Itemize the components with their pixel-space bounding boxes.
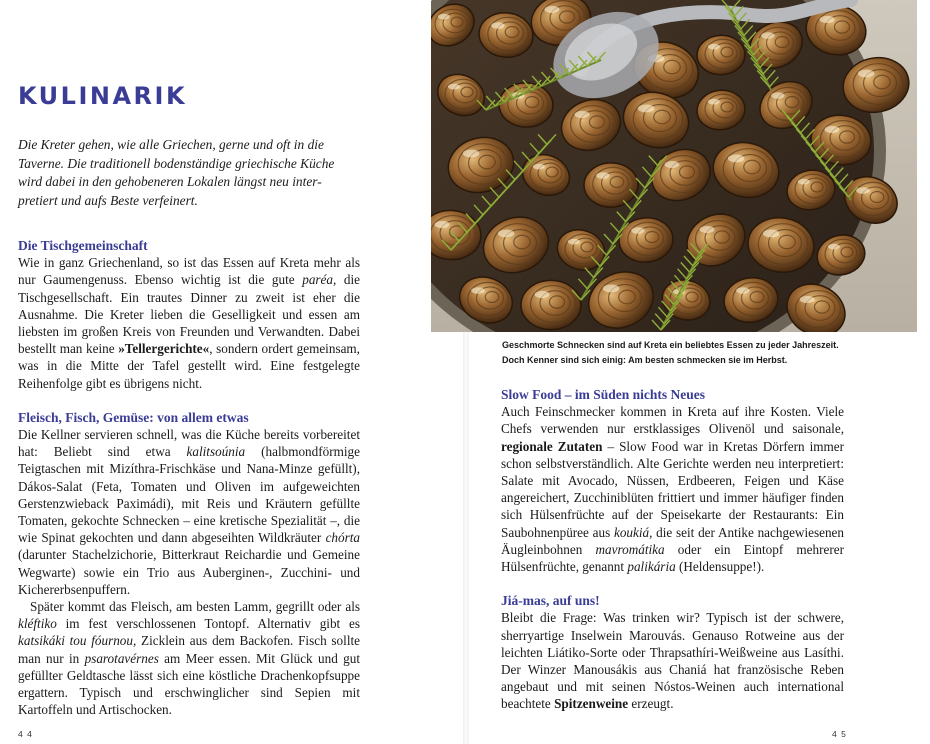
text: Wie in ganz Griechenland, so ist das Essen auf Kreta mehr als nur Gaumengenuss. Ebenso wichtig ist die gute: [18, 255, 360, 288]
snails-in-pan-photo: [431, 0, 917, 332]
italic-term: kalitsoúnia: [186, 444, 246, 460]
right-body-column: [501, 386, 844, 713]
text: (halbmondförmige Teigtaschen mit Mizíthra-Frischkäse und Nana-Minze gefüllt), Dákos-Salat (Feta, Tomaten und Oliven im aufgeweichten Gerstenzwieback Paximádi), mit Reis und Kräutern gefüllte Tomaten, gekochte Schnecken – eine kretische Spezialität –, die wie Spinat gekochten und dann abgeseihten Wildkräuter: [18, 444, 360, 546]
paragraph: [18, 598, 360, 718]
section-heading-fleisch-fisch: Fleisch, Fisch, Gemüse: von allem etwas: [18, 409, 249, 425]
snails-photo-svg: [431, 0, 917, 332]
bold-term: Spitzenweine: [554, 696, 629, 712]
text: am Meer essen. Mit Glück und gut gefüllter Geldtasche lässt sich eine köstliche Drachenkopfsuppe ergattern. Typisch und erschwinglicher sind Sepien mit Kartoffeln und Artischocken.: [18, 650, 360, 718]
intro-line: Taverne. Die traditionell bodenständige griechische Küche: [18, 155, 335, 171]
italic-term: chórta: [325, 530, 360, 546]
intro-line: pretiert und aufs Beste verfeinert.: [18, 192, 198, 208]
italic-term: kléftiko: [18, 616, 57, 632]
italic-term: paréa,: [302, 272, 337, 288]
text: Später kommt das Fleisch, am besten Lamm, gegrillt oder als: [30, 599, 360, 615]
text: Zicklein aus dem Backofen. Fisch sollte man nur in: [18, 633, 360, 666]
page-number-right: 4 5: [832, 729, 847, 739]
text: die Tischgesellschaft. Ein trautes Dinner zu zweit ist eher die Ausnahme. Die Kreter lieben die Geselligkeit und essen am liebsten im großen Kreis von Freunden und Verwandten. Dabei bestellt man keine: [18, 272, 360, 357]
paragraph: [501, 403, 844, 575]
italic-term: mavromátika: [595, 541, 665, 557]
bold-term: regionale Zutaten: [501, 438, 603, 454]
snail-shell: [696, 34, 745, 75]
text: (Heldensuppe!).: [675, 559, 765, 575]
intro-line: wird dabei in den gehobeneren Lokalen längst neu inter-: [18, 174, 322, 189]
left-body-column: [18, 237, 360, 718]
section-heading-tischgemeinschaft: Die Tischgemeinschaft: [18, 238, 148, 253]
intro-line: Die Kreter gehen, wie alle Griechen, gerne und oft in die: [18, 137, 324, 152]
section-heading-jia-mas: Jiá-mas, auf uns!: [501, 593, 600, 609]
paragraph: [18, 426, 360, 598]
italic-term: psarotavérnes: [84, 650, 159, 666]
text: die seit der Antike nachgewiesenen Äugleinbohnen: [501, 524, 844, 557]
italic-term: koukiá,: [613, 524, 653, 540]
section-heading-slow-food: Slow Food – im Süden nichts Neues: [501, 387, 706, 402]
snail-shell: [521, 280, 581, 329]
paragraph: [501, 609, 844, 712]
text: Bleibt die Frage: Was trinken wir? Typisch ist der schwere, sherryartige Inselwein Marouvás. Genauso Rotweine aus der leichten Liátiko-Sorte oder Thrapsathíri-Weißweine aus Lasíthi. Der Winzer Manousákis aus Chaniá hat französische Reben angebaut und mit seinen Nóstos-Weinen auch international beachtete: [501, 610, 844, 712]
text: erzeugt.: [628, 696, 674, 712]
photo-caption: [502, 338, 847, 368]
text: , sondern ordert gemeinsam, was in die Mitte der Tafel gestellt wird. Eine festgelegte Reihenfolge gibt es übrigens nicht.: [18, 341, 360, 391]
page-number-left: 4 4: [18, 729, 33, 739]
text: (darunter Stachelzichorie, Bitterkraut Reichardie und Gemeine Wegwarte) sowie ein Trio aus Auberginen-, Zucchini- und Kichererbsenpuffern.: [18, 547, 360, 597]
snail-shell: [584, 162, 639, 207]
text: oder ein Eintopf mehrerer Hülsenfrüchte, genannt: [501, 541, 845, 575]
paragraph: [18, 254, 360, 392]
caption-line: Doch Kenner sind sich einig: Am besten schmecken sie im Herbst.: [502, 355, 788, 365]
italic-term: katsikáki tou fóurnou,: [18, 633, 137, 649]
text: Auch Feinschmecker kommen in Kreta auf ihre Kosten. Viele Chefs verwenden nur erstklassiges Olivenöl und saisonale,: [501, 404, 844, 437]
intro-paragraph: [18, 136, 363, 210]
text: Die Kellner servieren schnell, was die Küche bereits vorbereitet hat: Beliebt sind etwa: [18, 427, 360, 460]
chapter-title: KULINARIK: [18, 82, 188, 110]
text: – Slow Food war in Kretas Dörfern immer schon selbstverständlich. Alte Gerichte werden neu interpretiert: Salate mit Avocado, Nüssen, Erdbeeren, Feigen und Käse angereichert, Zucchiniblüten frittiert und immer häufiger finden sich Hülsenfrüchte auf der Speisekarte der Restaurants: Ein Saubohnenpüree aus: [501, 438, 844, 540]
bold-term: »Tellergerichte«: [118, 341, 210, 357]
italic-term: palikária: [627, 559, 676, 575]
text: im fest verschlossenen Tontopf. Alternativ gibt es: [56, 616, 360, 632]
caption-line: Geschmorte Schnecken sind auf Kreta ein beliebtes Essen zu jeder Jahreszeit.: [502, 340, 839, 350]
